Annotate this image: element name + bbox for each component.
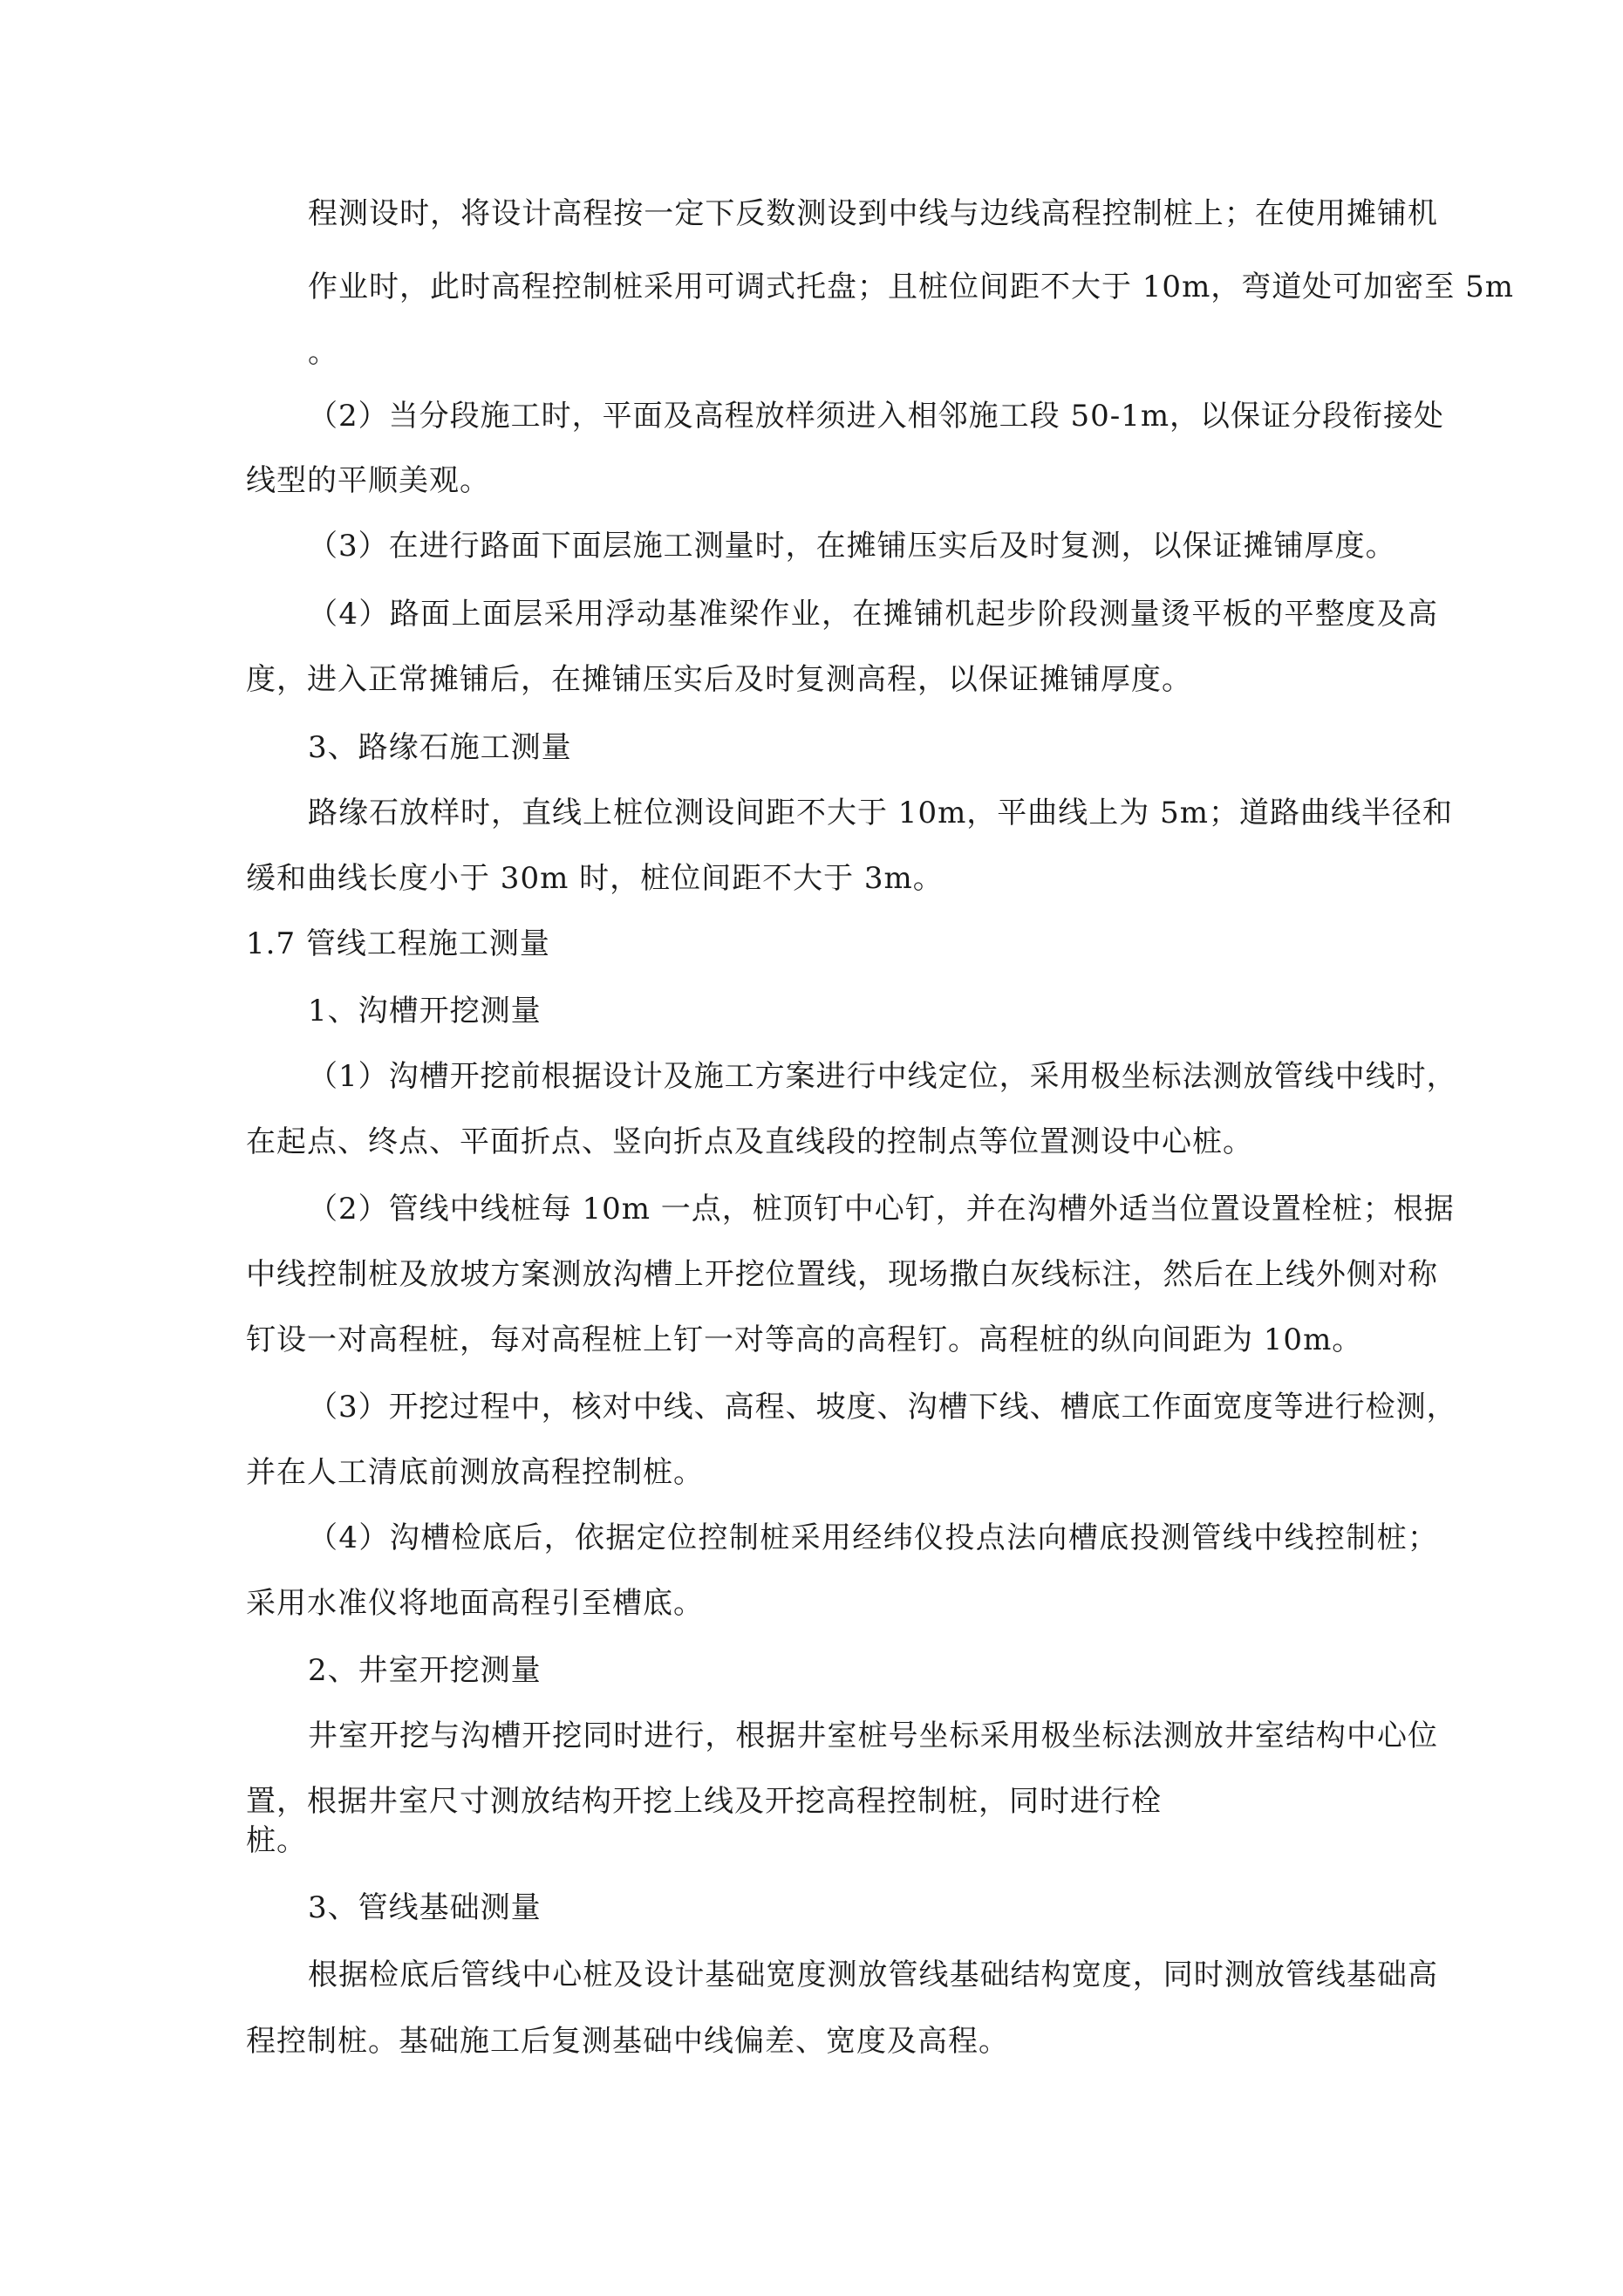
section-heading: 1、沟槽开挖测量 bbox=[308, 994, 542, 1028]
text-line: 置，根据井室尺寸测放结构开挖上线及开挖高程控制桩，同时进行栓 bbox=[246, 1784, 1162, 1819]
text-line: 程控制桩。基础施工后复测基础中线偏差、宽度及高程。 bbox=[246, 2024, 1009, 2059]
text-line: 钉设一对高程桩，每对高程桩上钉一对等高的高程钉。高程桩的纵向间距为 10m。 bbox=[246, 1322, 1363, 1357]
text-line: 在起点、终点、平面折点、竖向折点及直线段的控制点等位置测设中心桩。 bbox=[246, 1124, 1253, 1159]
chapter-heading: 1.7 管线工程施工测量 bbox=[246, 926, 550, 961]
text-line: （4）沟槽检底后，依据定位控制桩采用经纬仪投点法向槽底投测管线中线控制桩； bbox=[308, 1520, 1439, 1555]
text-line: 缓和曲线长度小于 30m 时，桩位间距不大于 3m。 bbox=[246, 861, 944, 896]
text-line: 度，进入正常摊铺后，在摊铺压实后及时复测高程，以保证摊铺厚度。 bbox=[246, 662, 1192, 697]
text-line: 作业时，此时高程控制桩采用可调式托盘；且桩位间距不大于 10m，弯道处可加密至 5m bbox=[308, 270, 1514, 304]
section-heading: 3、管线基础测量 bbox=[308, 1890, 542, 1925]
text-line: 路缘石放样时，直线上桩位测设间距不大于 10m，平曲线上为 5m；道路曲线半径和 bbox=[308, 796, 1453, 830]
text-line: 程测设时，将设计高程按一定下反数测设到中线与边线高程控制桩上；在使用摊铺机 bbox=[308, 196, 1439, 231]
text-line: 。 bbox=[308, 335, 338, 370]
text-line: 线型的平顺美观。 bbox=[246, 463, 490, 498]
section-heading: 2、井室开挖测量 bbox=[308, 1653, 542, 1688]
text-line: （2）当分段施工时，平面及高程放样须进入相邻施工段 50-1m，以保证分段衔接处 bbox=[308, 399, 1445, 434]
text-line: 采用水准仪将地面高程引至槽底。 bbox=[246, 1586, 704, 1621]
text-line: （1）沟槽开挖前根据设计及施工方案进行中线定位，采用极坐标法测放管线中线时， bbox=[308, 1059, 1457, 1094]
text-line: 根据检底后管线中心桩及设计基础宽度测放管线基础结构宽度，同时测放管线基础高 bbox=[308, 1958, 1439, 1992]
text-line: 桩。 bbox=[246, 1823, 307, 1858]
text-line: 中线控制桩及放坡方案测放沟槽上开挖位置线，现场撒白灰线标注，然后在上线外侧对称 bbox=[246, 1257, 1439, 1292]
text-line: 井室开挖与沟槽开挖同时进行，根据井室桩号坐标采用极坐标法测放井室结构中心位 bbox=[308, 1719, 1439, 1753]
text-line: （2）管线中线桩每 10m 一点，桩顶钉中心钉，并在沟槽外适当位置设置栓桩；根据 bbox=[308, 1192, 1455, 1227]
text-line: 并在人工清底前测放高程控制桩。 bbox=[246, 1455, 704, 1490]
section-heading: 3、路缘石施工测量 bbox=[308, 730, 572, 765]
text-line: （4）路面上面层采用浮动基准梁作业，在摊铺机起步阶段测量烫平板的平整度及高 bbox=[308, 597, 1439, 632]
text-line: （3）开挖过程中，核对中线、高程、坡度、沟槽下线、槽底工作面宽度等进行检测， bbox=[308, 1390, 1457, 1425]
text-line: （3）在进行路面下面层施工测量时，在摊铺压实后及时复测，以保证摊铺厚度。 bbox=[308, 529, 1396, 564]
